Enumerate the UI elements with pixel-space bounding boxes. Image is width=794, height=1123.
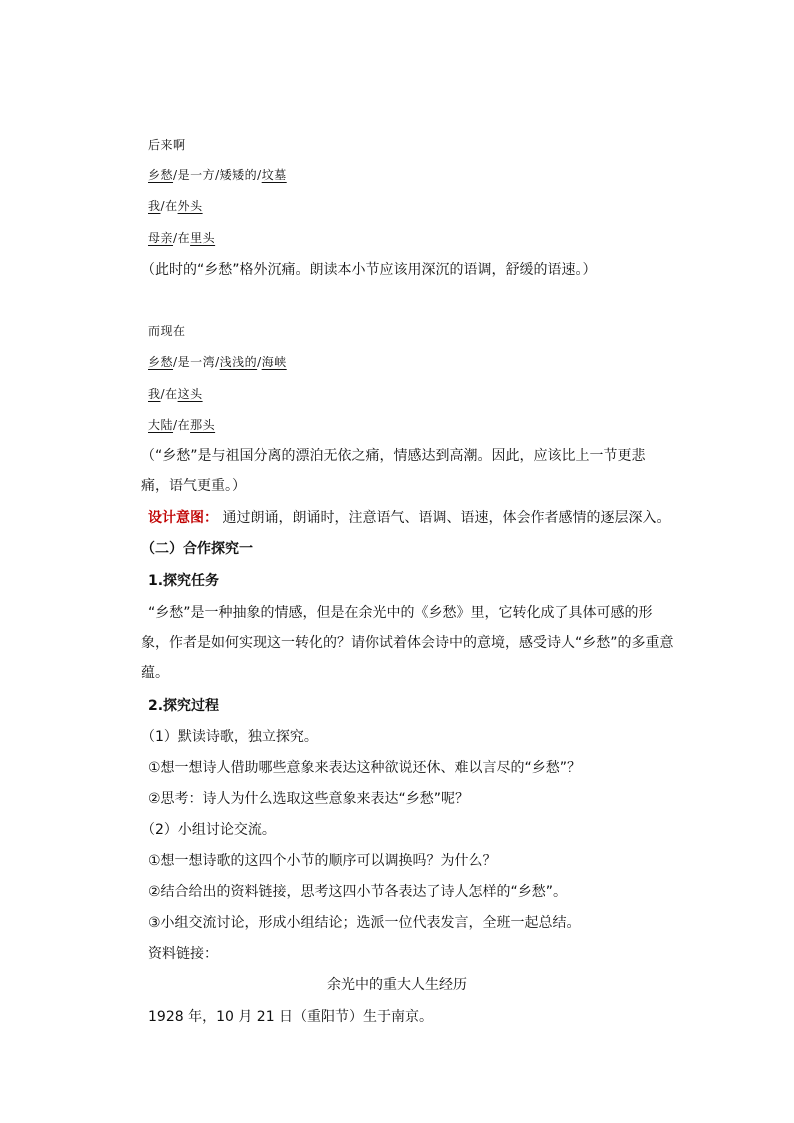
section-title: （二）合作探究一 [141,541,253,557]
phrase: 在 [165,387,178,401]
phrase: 乡愁 [148,168,174,182]
step1-question2: ②思考：诗人为什么选取这些意象来表达“乡愁”呢？ [148,791,470,807]
stanza4-line2: 我/在这头 [148,387,203,401]
stanza4-note-line1: （“乡愁”是与祖国分离的漂泊无依之痛，情感达到高潮。因此，应该比上一节更悲 [141,448,646,464]
task-text-line3: 蕴。 [141,665,169,681]
phrase: 乡愁 [148,355,174,369]
process-title: 2.探究过程 [148,698,220,714]
task-text-line2: 象，作者是如何实现这一转化的？请你试着体会诗中的意境，感受诗人“乡愁”的多重意 [141,635,674,651]
step2-question2: ②结合给出的资料链接，思考这四小节各表达了诗人怎样的“乡愁”。 [148,884,568,900]
phrase: 在 [177,231,191,245]
design-intent-text: 通过朗诵，朗诵时，注意语气、语调、语速，体会作者感情的逐层深入。 [222,510,671,526]
phrase: 坟墓 [261,168,287,182]
phrase: 那头 [190,418,216,432]
stanza3-line2: 我/在外头 [148,199,203,213]
stanza4-line1: 乡愁/是一湾/浅浅的/海峡 [148,355,287,369]
phrase: 矮矮的 [219,168,258,182]
design-intent [148,509,670,527]
phrase: 外头 [177,199,203,213]
phrase: 这头 [177,387,203,401]
phrase: 是一湾 [177,355,216,369]
step2-title: （2）小组讨论交流。 [141,822,276,838]
phrase: 母亲 [148,231,174,245]
phrase: 浅浅的 [219,355,258,369]
stanza3-line3: 母亲/在里头 [148,231,216,245]
step1-question1: ①想一想诗人借助哪些意象来表达这种欲说还休、难以言尽的“乡愁”？ [148,760,582,776]
task-text-line1: “乡愁”是一种抽象的情感，但是在余光中的《乡愁》里，它转化成了具体可感的形 [148,605,653,621]
resource-link-title: 余光中的重大人生经历 [327,977,467,993]
phrase: 海峡 [261,355,287,369]
phrase: 里头 [190,231,216,245]
stanza3-note: （此时的“乡愁”格外沉痛。朗读本小节应该用深沉的语调，舒缓的语速。） [141,262,597,278]
resource-link-item: 1928 年，10 月 21 日（重阳节）生于南京。 [148,1009,434,1025]
stanza3-line1: 乡愁/是一方/矮矮的/坟墓 [148,168,287,182]
phrase: 我 [148,387,161,401]
step2-question3: ③小组交流讨论，形成小组结论；选派一位代表发言，全班一起总结。 [148,915,581,931]
phrase: 我 [148,199,161,213]
stanza4-note-line2: 痛，语气更重。） [141,478,246,494]
step2-question1: ①想一想诗歌的这四个小节的顺序可以调换吗？为什么？ [148,853,497,869]
phrase: 在 [165,199,178,213]
phrase: 是一方 [177,168,216,182]
phrase: 在 [177,418,191,432]
task-title: 1.探究任务 [148,573,220,589]
step1-title: （1）默读诗歌，独立探究。 [141,729,318,745]
stanza4-intro: 而现在 [148,324,186,338]
phrase: 大陆 [148,418,174,432]
stanza3-intro: 后来啊 [148,138,186,152]
stanza4-line3: 大陆/在那头 [148,418,216,432]
resource-link-label: 资料链接： [148,946,218,962]
design-intent-label: 设计意图： [148,510,218,526]
